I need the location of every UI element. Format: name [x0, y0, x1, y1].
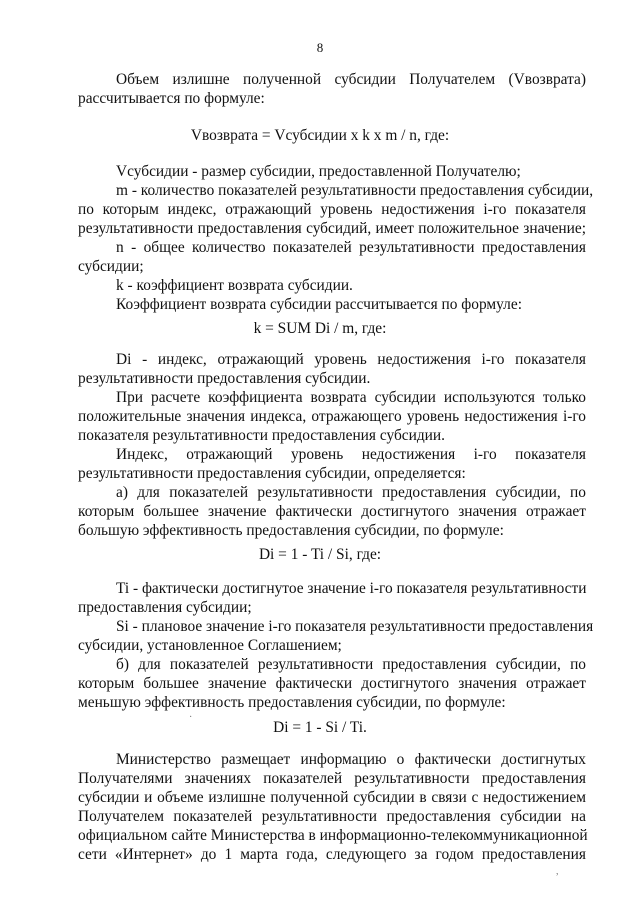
page-number: 8	[316, 40, 324, 55]
text-line: Министерство размещает информацию о фактически достигнутых	[116, 751, 586, 768]
text-line: большую эффективность предоставления субсидии, по формуле:	[78, 522, 504, 539]
text-line: Объем излишне полученной субсидии Получателем (Vвозврата)	[116, 71, 586, 88]
formula-k: k = SUM Di / m, где:	[253, 320, 387, 337]
formula-v-return: Vвозврата = Vсубсидии x k x m / n, где:	[190, 127, 450, 144]
formula-d-b: Di = 1 - Si / Ti.	[273, 719, 367, 736]
text-line: Индекс, отражающий уровень недостижения i-го показателя	[116, 446, 586, 463]
text-line: Di - индекс, отражающий уровень недостижения i-го показателя	[116, 351, 586, 368]
text-line: предоставления субсидии;	[78, 599, 252, 616]
text-line: n - общее количество показателей результативности предоставления	[116, 239, 586, 256]
text-line: показателя результативности предоставления субсидии.	[78, 427, 446, 444]
text-line: Коэффициент возврата субсидии рассчитывается по формуле:	[116, 296, 522, 313]
scan-dot-mark: ·	[189, 712, 193, 723]
text-line: результативности предоставления субсидий, имеет положительное значение;	[78, 220, 586, 237]
text-line: Получателями значениях показателей результативности предоставления	[78, 770, 586, 787]
text-line: m - количество показателей результативности предоставления субсидии,	[116, 182, 594, 199]
text-line: Vсубсидии - размер субсидии, предоставленной Получателю;	[116, 163, 521, 180]
text-line: меньшую эффективность предоставления субсидии, по формуле:	[78, 694, 506, 711]
text-line: а) для показателей результативности предоставления субсидии, по	[116, 484, 586, 501]
text-line: рассчитывается по формуле:	[78, 90, 265, 107]
text-line: субсидии, установленное Соглашением;	[78, 637, 342, 654]
text-line: результативности предоставления субсидии.	[78, 370, 371, 387]
scan-tick-mark: ,	[556, 866, 559, 877]
text-line: результативности предоставления субсидии, определяется:	[78, 465, 466, 482]
text-line: Получателем показателей результативности предоставления субсидии на	[78, 808, 586, 825]
text-line: сети «Интернет» до 1 марта года, следующего за годом предоставления	[78, 846, 586, 863]
text-line: б) для показателей результативности предоставления субсидии, по	[116, 656, 586, 673]
text-line: которым большее значение фактически достигнутого значения отражает	[78, 503, 586, 520]
text-line: При расчете коэффициента возврата субсидии используются только	[116, 389, 586, 406]
text-line: Ti - фактически достигнутое значение i-го показателя результативности	[116, 580, 587, 597]
text-line: субсидии и объеме излишне полученной субсидии в связи с недостижением	[78, 789, 586, 806]
text-line: субсидии;	[78, 258, 144, 275]
formula-d-a: Di = 1 - Ti / Si, где:	[258, 546, 382, 563]
text-line: Si - плановое значение i-го показателя результативности предоставления	[116, 618, 594, 635]
text-line: положительные значения индекса, отражающего уровень недостижения i-го	[78, 408, 586, 425]
text-line: k - коэффициент возврата субсидии.	[116, 277, 353, 294]
text-line: по которым индекс, отражающий уровень недостижения i-го показателя	[78, 201, 586, 218]
text-line: официальном сайте Министерства в информационно-телекоммуникационной	[78, 827, 588, 844]
text-line: которым большее значение фактически достигнутого значения отражает	[78, 675, 586, 692]
